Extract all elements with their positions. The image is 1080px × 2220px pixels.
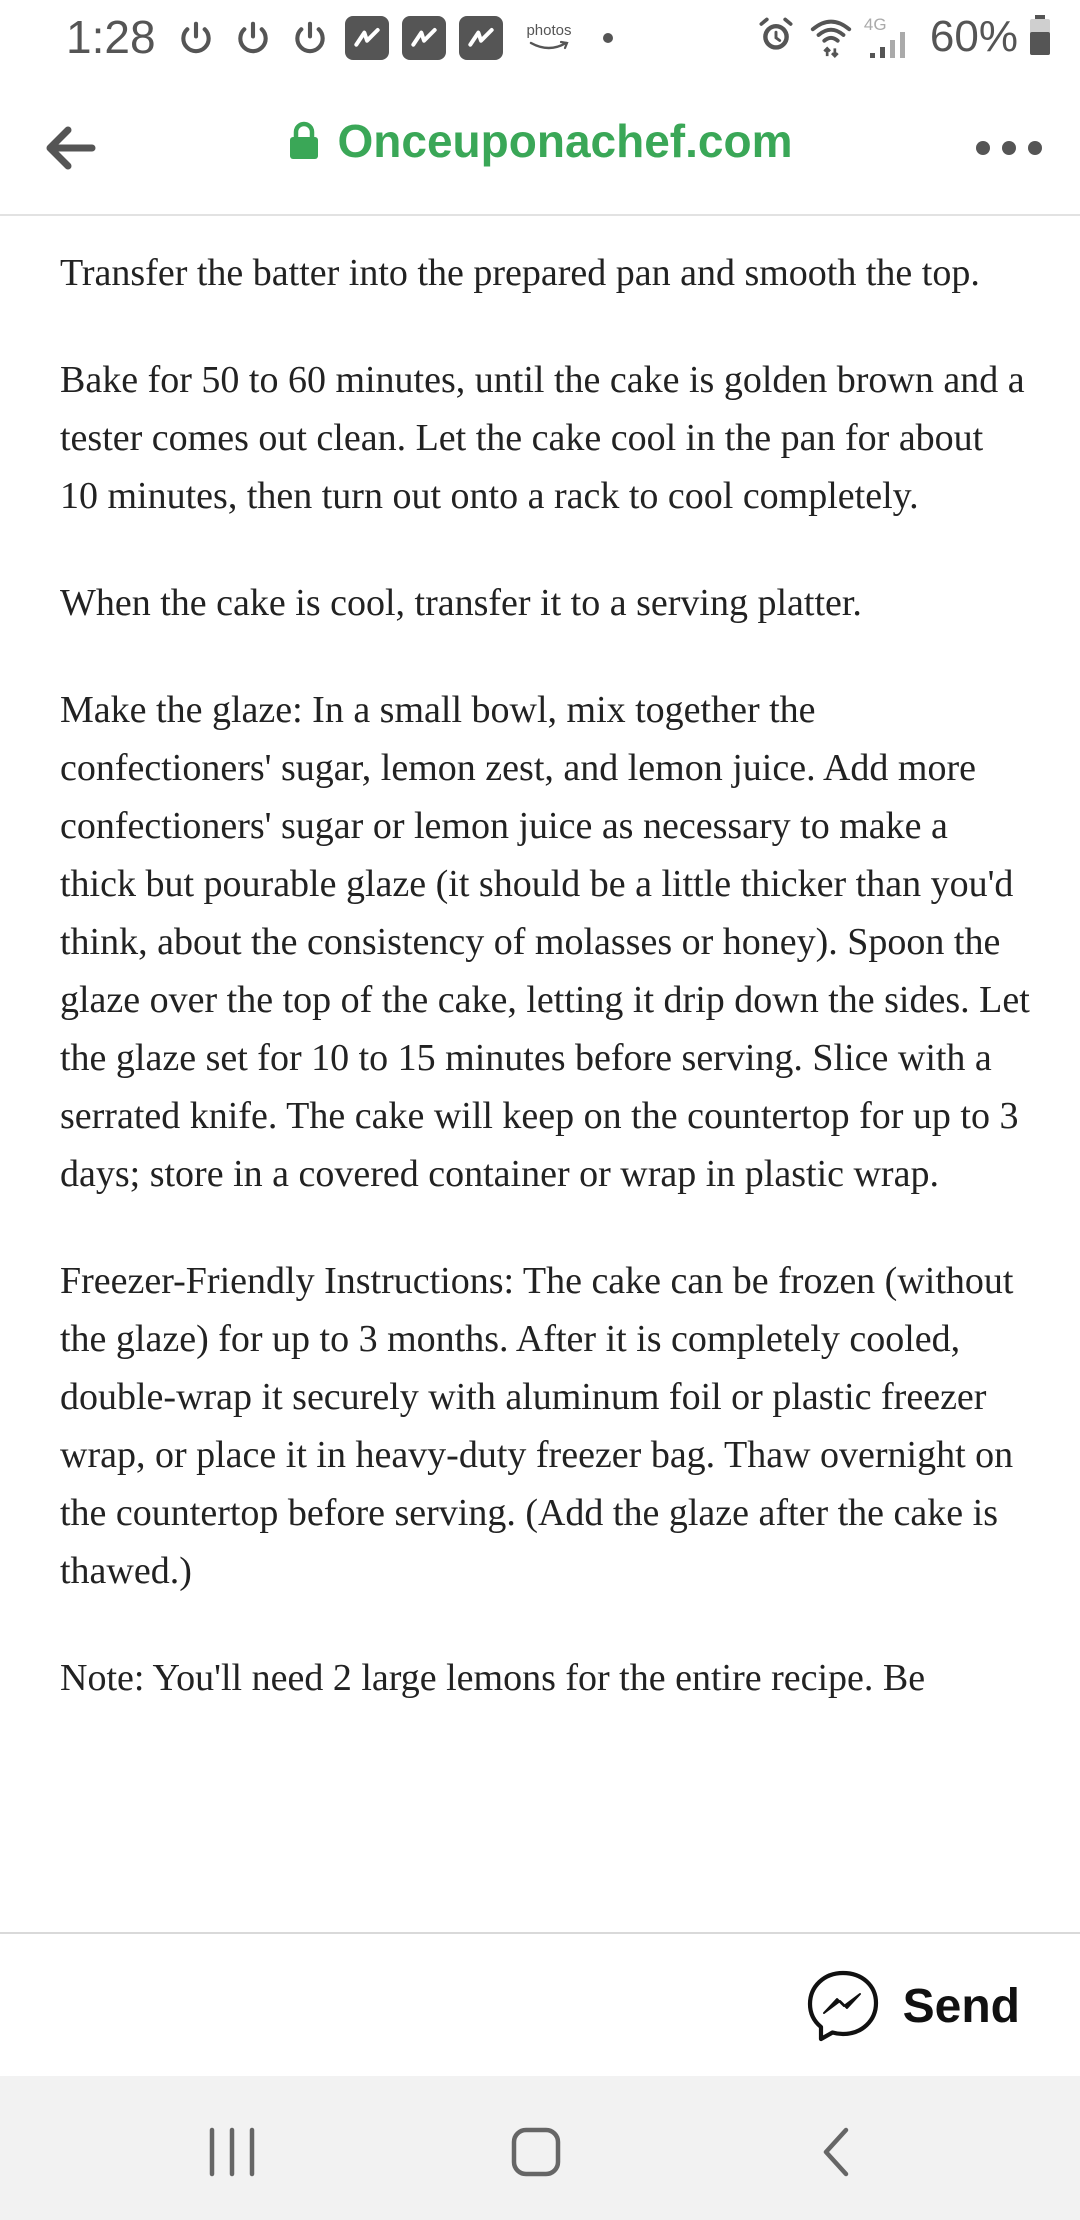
battery-percent: 60% [929,12,1018,61]
messenger-icon [805,1968,881,2044]
article-paragraph: Note: You'll need 2 large lemons for the entire recipe. Be [60,1657,926,1699]
lock-icon [288,121,320,161]
recent-apps-button[interactable] [202,2122,262,2182]
home-icon [506,2122,566,2182]
system-icons [754,12,1052,62]
more-options-button[interactable] [976,130,1042,166]
dot [976,141,990,155]
battery-icon [1028,14,1052,61]
send-button[interactable] [805,1966,1020,2046]
article-content [60,216,1030,1932]
article-paragraph: Freezer-Friendly Instructions: The cake can be frozen (without the glaze) for up to 3 months. After it is completely cooled, double-wrap it securely with aluminum foil or plastic freezer wrap, or place it in heavy-duty freezer bag. Thaw overnight on the countertop before serving. (Add the glaze after the cake is thawed.) [60,1260,1014,1592]
wifi-icon [808,12,854,63]
amazon-photos-icon [522,23,576,53]
status-time: 1:28 [66,11,156,63]
notification-icons [174,16,613,60]
article-paragraph: When the cake is cool, transfer it to a serving platter. [60,582,862,624]
share-bar [0,1932,1080,2078]
recent-apps-icon [202,2122,262,2182]
home-button[interactable] [506,2122,566,2182]
url-bar[interactable] [0,114,1080,168]
system-nav-bar [0,2076,1080,2220]
dot-icon [603,33,613,43]
wave-app-icon [459,16,503,60]
browser-address-bar [0,76,1080,216]
power-icon [231,16,275,60]
wave-app-icon [402,16,446,60]
alarm-icon [754,13,798,62]
send-label: Send [902,1979,1020,2033]
article-paragraph: Make the glaze: In a small bowl, mix together the confectioners' sugar, lemon zest, and lemon juice. Add more confectioners' sugar or lemon juice as necessary to make a thick but pourable glaze (it should be a little thicker than you'd think, about the consistency of molasses or honey). Spoon the glaze over the top of the cake, letting it drip down the sides. Let the glaze set for 10 to 15 minutes before serving. Slice with a serrated knife. The cake will keep on the countertop for up to 3 days; store in a covered container or wrap in plastic wrap. [60,689,1030,1195]
url-text[interactable]: Onceuponachef.com [337,115,793,167]
dot [1028,141,1042,155]
dot [1002,141,1016,155]
power-icon [288,16,332,60]
signal-icon [864,15,920,59]
photos-label: photos [526,22,572,39]
article-paragraph: Bake for 50 to 60 minutes, until the cake is golden brown and a tester comes out clean. Let the cake cool in the pan for about 10 minutes, then turn out onto a rack to cool completely. [60,359,1025,517]
chevron-left-icon [808,2122,868,2182]
nav-back-button[interactable] [808,2122,868,2182]
power-icon [174,16,218,60]
network-type: 4G [863,15,887,34]
wave-app-icon [345,16,389,60]
article-paragraph: Transfer the batter into the prepared pan and smooth the top. [60,252,980,294]
status-bar [0,0,1080,76]
